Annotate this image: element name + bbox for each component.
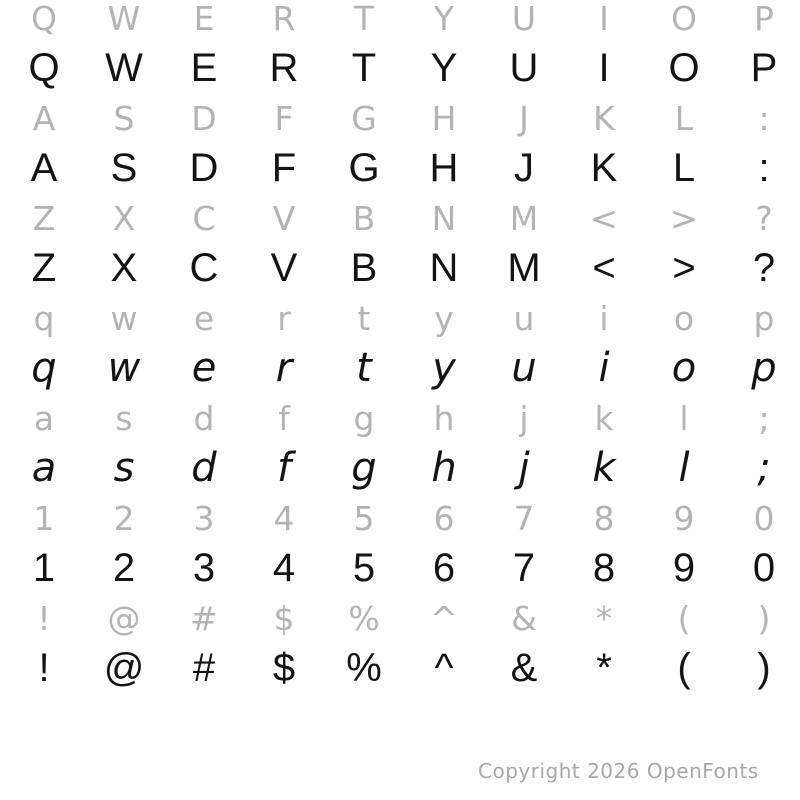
glyph-cell: W <box>105 46 143 90</box>
glyph-cell: C <box>189 246 219 290</box>
glyph-cell: 3 <box>193 498 215 538</box>
glyph-cell: V <box>270 246 298 290</box>
glyph-cell: s <box>115 398 133 438</box>
glyph-cell: g <box>353 398 375 438</box>
glyph-cell: : <box>758 146 770 190</box>
glyph-cell: H <box>431 98 457 138</box>
glyph-cell: I <box>598 46 610 90</box>
glyph-cell: 4 <box>272 546 296 590</box>
glyph-cell: ? <box>752 246 776 290</box>
glyph-cell: & <box>511 598 537 638</box>
glyph-row-uppercase-top-main <box>0 43 800 93</box>
glyph-row-digits-main <box>0 543 800 593</box>
glyph-cell: l <box>678 445 690 491</box>
glyph-cell: ^ <box>430 598 458 638</box>
glyph-cell: B <box>352 198 376 238</box>
glyph-cell: S <box>110 146 138 190</box>
glyph-cell: ! <box>38 646 50 690</box>
glyph-cell: L <box>674 98 694 138</box>
glyph-cell: 8 <box>593 498 615 538</box>
glyph-cell: O <box>668 46 700 90</box>
glyph-cell: h <box>431 445 457 491</box>
glyph-cell: $ <box>272 646 296 690</box>
glyph-cell: @ <box>103 646 145 690</box>
glyph-cell: 6 <box>432 546 456 590</box>
glyph-cell: % <box>348 598 380 638</box>
glyph-cell: J <box>519 98 529 138</box>
glyph-cell: l <box>679 398 689 438</box>
glyph-cell: t <box>356 345 372 391</box>
glyph-cell: $ <box>273 598 295 638</box>
glyph-cell: 2 <box>112 546 136 590</box>
glyph-cell: p <box>751 345 777 391</box>
glyph-cell: E <box>193 0 215 38</box>
glyph-cell: ) <box>757 646 771 690</box>
glyph-cell: w <box>110 298 138 338</box>
glyph-cell: o <box>673 298 695 338</box>
glyph-cell: 0 <box>753 498 775 538</box>
glyph-cell: ) <box>757 598 771 638</box>
glyph-cell: w <box>107 345 141 391</box>
glyph-cell: U <box>511 0 537 38</box>
glyph-cell: N <box>429 246 459 290</box>
glyph-cell: t <box>357 298 371 338</box>
glyph-cell: f <box>278 398 290 438</box>
glyph-row-lowercase-top-main <box>0 343 800 393</box>
glyph-cell: Z <box>31 246 57 290</box>
glyph-cell: A <box>32 98 56 138</box>
glyph-row-symbols-ghost <box>0 593 800 643</box>
glyph-cell: r <box>275 345 293 391</box>
glyph-cell: 5 <box>352 546 376 590</box>
glyph-cell: U <box>509 46 539 90</box>
glyph-cell: C <box>192 198 216 238</box>
glyph-cell: B <box>350 246 378 290</box>
glyph-cell: D <box>189 146 219 190</box>
glyph-cell: 8 <box>592 546 616 590</box>
glyph-cell: p <box>753 298 775 338</box>
glyph-cell: < <box>590 198 618 238</box>
glyph-cell: ( <box>677 646 691 690</box>
glyph-row-uppercase-bottom-main <box>0 243 800 293</box>
glyph-cell: # <box>192 646 216 690</box>
glyph-cell: P <box>754 0 774 38</box>
glyph-cell: : <box>758 98 770 138</box>
glyph-cell: e <box>193 298 215 338</box>
glyph-cell: j <box>518 445 530 491</box>
glyph-cell: Y <box>430 46 458 90</box>
glyph-cell: a <box>31 445 57 491</box>
glyph-cell: M <box>509 198 539 238</box>
glyph-cell: y <box>432 345 456 391</box>
glyph-cell: Q <box>31 0 57 38</box>
glyph-cell: > <box>672 246 696 290</box>
glyph-cell: R <box>269 46 299 90</box>
glyph-row-uppercase-home-main <box>0 143 800 193</box>
glyph-row-uppercase-bottom-ghost <box>0 193 800 243</box>
glyph-cell: 1 <box>33 498 55 538</box>
glyph-cell: H <box>429 146 459 190</box>
glyph-cell: A <box>30 146 58 190</box>
glyph-cell: G <box>351 98 377 138</box>
glyph-cell: a <box>33 398 55 438</box>
glyph-cell: ^ <box>434 646 454 690</box>
glyph-cell: g <box>351 445 377 491</box>
glyph-cell: % <box>346 646 382 690</box>
glyph-cell: 9 <box>672 546 696 590</box>
glyph-cell: d <box>191 445 217 491</box>
glyph-row-uppercase-home-ghost <box>0 93 800 143</box>
glyph-cell: 1 <box>32 546 56 590</box>
glyph-cell: T <box>351 46 377 90</box>
glyph-cell: & <box>510 646 538 690</box>
glyph-cell: G <box>348 146 380 190</box>
glyph-cell: L <box>672 146 696 190</box>
glyph-cell: u <box>511 345 537 391</box>
glyph-cell: o <box>671 345 697 391</box>
glyph-cell: f <box>276 445 292 491</box>
glyph-cell: < <box>592 246 616 290</box>
glyph-cell: 7 <box>512 546 536 590</box>
glyph-cell: ( <box>677 598 691 638</box>
glyph-cell: Q <box>28 46 60 90</box>
glyph-cell: D <box>191 98 217 138</box>
glyph-cell: F <box>274 98 294 138</box>
glyph-cell: q <box>33 298 55 338</box>
glyph-cell: 5 <box>353 498 375 538</box>
glyph-cell: @ <box>107 598 141 638</box>
glyph-row-digits-ghost <box>0 493 800 543</box>
glyph-cell: y <box>434 298 454 338</box>
glyph-cell: h <box>433 398 455 438</box>
glyph-cell: O <box>671 0 697 38</box>
glyph-cell: W <box>107 0 141 38</box>
glyph-row-symbols-main <box>0 643 800 693</box>
glyph-cell: q <box>31 345 57 391</box>
glyph-cell: 6 <box>433 498 455 538</box>
glyph-row-lowercase-home-ghost <box>0 393 800 443</box>
glyph-cell: M <box>507 246 541 290</box>
glyph-cell: R <box>272 0 296 38</box>
glyph-cell: 7 <box>513 498 535 538</box>
glyph-row-uppercase-top-ghost <box>0 0 800 43</box>
glyph-cell: ; <box>757 445 771 491</box>
glyph-cell: s <box>113 445 135 491</box>
glyph-cell: Z <box>32 198 56 238</box>
glyph-cell: d <box>193 398 215 438</box>
glyph-cell: i <box>598 345 610 391</box>
glyph-cell: ? <box>755 198 773 238</box>
glyph-cell: u <box>513 298 535 338</box>
glyph-cell: r <box>277 298 291 338</box>
glyph-cell: K <box>590 146 618 190</box>
glyph-cell: e <box>191 345 217 391</box>
glyph-cell: Y <box>433 0 455 38</box>
glyph-cell: * <box>596 646 612 690</box>
glyph-row-lowercase-top-ghost <box>0 293 800 343</box>
glyph-cell: I <box>599 0 609 38</box>
glyph-cell: K <box>593 98 615 138</box>
glyph-cell: J <box>514 146 534 190</box>
glyph-cell: k <box>592 445 616 491</box>
glyph-cell: V <box>272 198 296 238</box>
glyph-cell: 9 <box>673 498 695 538</box>
glyph-cell: # <box>190 598 218 638</box>
glyph-cell: * <box>595 598 613 638</box>
glyph-cell: X <box>110 246 138 290</box>
glyph-row-lowercase-home-main <box>0 443 800 493</box>
glyph-cell: i <box>599 298 609 338</box>
glyph-cell: P <box>750 46 778 90</box>
glyph-cell: ; <box>758 398 770 438</box>
glyph-cell: 3 <box>192 546 216 590</box>
glyph-cell: N <box>431 198 457 238</box>
glyph-cell: k <box>594 398 614 438</box>
glyph-cell: > <box>670 198 698 238</box>
glyph-cell: T <box>353 0 375 38</box>
glyph-cell: E <box>190 46 218 90</box>
glyph-cell: 0 <box>752 546 776 590</box>
glyph-cell: 2 <box>113 498 135 538</box>
copyright-text: Copyright 2026 OpenFonts <box>478 759 759 783</box>
glyph-cell: S <box>113 98 135 138</box>
glyph-cell: ! <box>37 598 51 638</box>
glyph-cell: X <box>112 198 136 238</box>
glyph-cell: j <box>519 398 529 438</box>
glyph-cell: 4 <box>273 498 295 538</box>
glyph-cell: F <box>271 146 297 190</box>
